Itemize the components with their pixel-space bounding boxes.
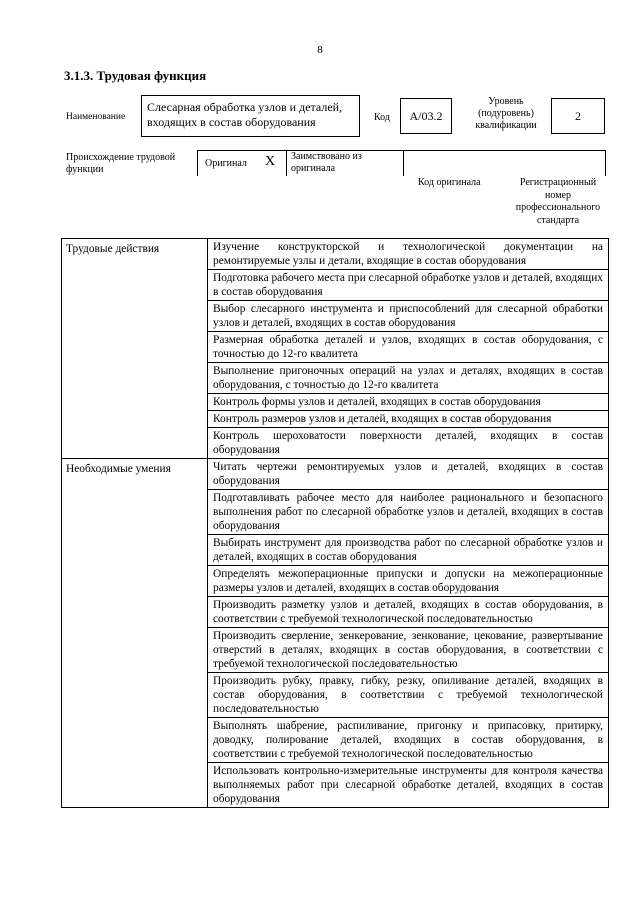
table-cell: Подготовка рабочего места при слесарной обработке узлов и деталей, входящих в состав оборудования (208, 270, 609, 301)
table-cell: Читать чертежи ремонтируемых узлов и деталей, входящих в состав оборудования (208, 459, 609, 490)
origin-frame (197, 150, 606, 176)
table-cell: Выбор слесарного инструмента и приспособлений для слесарной обработки узлов и деталей, входящих в состав оборудования (208, 301, 609, 332)
table-cell: Контроль размеров узлов и деталей, входящих в состав оборудования (208, 411, 609, 428)
table-cell: Использовать контрольно-измерительные инструменты для контроля качества выполняемых работ при слесарной обработке деталей, входящих в состав оборудования (208, 763, 609, 808)
page-number: 8 (317, 44, 323, 56)
qualification-level-box: 2 (551, 98, 605, 134)
table-cell: Определять межоперационные припуски и допуски на межоперационные размеры узлов и деталей, входящих в состав оборудования (208, 566, 609, 597)
qualification-level-label: Уровень (подуровень) квалификации (475, 96, 537, 131)
section-label-required-skills: Необходимые умения (62, 459, 208, 808)
section-title: 3.1.3. Трудовая функция (64, 68, 207, 83)
table-cell: Контроль шероховатости поверхности деталей, входящих в состав оборудования (208, 428, 609, 459)
section-label-labor-actions: Трудовые действия (62, 239, 208, 459)
registration-number-label: Регистрационный номер профессионального стандарта (515, 177, 601, 226)
table-row (62, 459, 609, 490)
table-cell: Производить разметку узлов и деталей, входящих в состав оборудования, в соответствии с требуемой технологической последовательностью (208, 597, 609, 628)
origin-divider (403, 150, 404, 176)
table-cell: Размерная обработка деталей и узлов, входящих в состав оборудования, с точностью до 12-го квалитета (208, 332, 609, 363)
origin-label: Происхождение трудовой функции (66, 152, 176, 175)
table-cell: Выполнять шабрение, распиливание, пригонку и припасовку, притирку, доводку, полирование деталей, входящих в состав оборудования, в соответствии с требуемой технологической последовательностью (208, 718, 609, 763)
table-cell: Выполнение пригоночных операций на узлах и деталях, входящих в состав оборудования, с точностью до 12-го квалитета (208, 363, 609, 394)
name-label: Наименование (66, 112, 126, 122)
table-row (62, 239, 609, 270)
original-label: Оригинал (205, 158, 247, 169)
code-label: Код (374, 112, 390, 123)
table-cell: Изучение конструкторской и технологической документации на ремонтируемые узлы и детали, входящие в состав оборудования (208, 239, 609, 270)
borrowed-label: Заимствовано из оригинала (291, 151, 362, 174)
table-cell: Выбирать инструмент для производства работ по слесарной обработке узлов и деталей, входящих в состав оборудования (208, 535, 609, 566)
original-code-label: Код оригинала (418, 177, 481, 188)
table-cell: Производить рубку, правку, гибку, резку, опиливание деталей, входящих в состав оборудования, в соответствии с требуемой технологической последовательностью (208, 673, 609, 718)
labor-function-table (61, 238, 609, 808)
origin-divider (286, 150, 287, 176)
table-cell: Контроль формы узлов и деталей, входящих в состав оборудования (208, 394, 609, 411)
original-mark: X (265, 154, 276, 169)
table-cell: Подготавливать рабочее место для наиболее рационального и безопасного выполнения работ по слесарной обработке узлов и деталей, входящих в состав оборудования (208, 490, 609, 535)
function-code-box: А/03.2 (400, 98, 452, 134)
table-cell: Производить сверление, зенкерование, зенкование, цекование, развертывание отверстий в деталях, входящих в состав оборудования, в соответствии с требуемой технологической последовательностью (208, 628, 609, 673)
function-name-box: Слесарная обработка узлов и деталей, входящих в состав оборудования (141, 95, 360, 137)
